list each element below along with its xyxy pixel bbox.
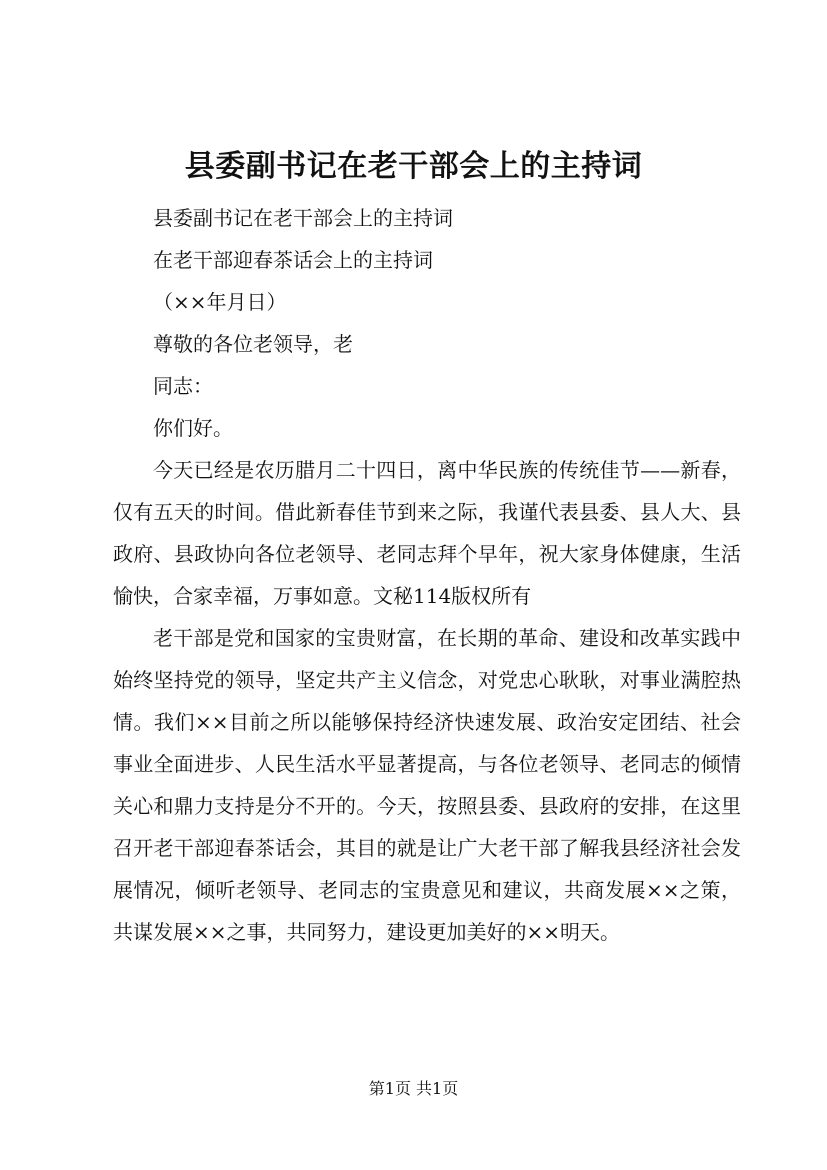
document-body bbox=[113, 197, 741, 953]
event-title: 在老干部迎春茶话会上的主持词 bbox=[153, 248, 433, 272]
greeting-line: 你们好。 bbox=[153, 416, 233, 440]
salutation-line-2: 同志： bbox=[153, 374, 213, 398]
document-title: 县委副书记在老干部会上的主持词 bbox=[184, 149, 643, 184]
paragraph-veteran-cadres: 老干部是党和国家的宝贵财富，在长期的革命、建设和改革实践中始终坚持党的领导，坚定共产主义信念，对党忠心耿耿，对事业满腔热情。我们××目前之所以能够保持经济快速发展、政治安定团结、社会事业全面进步、人民生活水平显著提高，与各位老领导、老同志的倾情关心和鼎力支持是分不开的。今天，按照县委、县政府的安排，在这里召开老干部迎春茶话会，其目的就是让广大老干部了解我县经济社会发展情况，倾听老领导、老同志的宝贵意见和建议，共商发展××之策，共谋发展××之事，共同努力，建设更加美好的××明天。 bbox=[113, 626, 741, 944]
subtitle-repeat: 县委副书记在老干部会上的主持词 bbox=[153, 206, 453, 230]
paragraph-holiday-greetings: 今天已经是农历腊月二十四日，离中华民族的传统佳节——新春，仅有五天的时间。借此新春佳节到来之际，我谨代表县委、县人大、县政府、县政协向各位老领导、老同志拜个早年，祝大家身体健康，生活愉快，合家幸福，万事如意。文秘114版权所有 bbox=[113, 458, 741, 608]
date-line: （××年月日） bbox=[153, 290, 287, 314]
page-footer: 第1页 共1页 bbox=[368, 1079, 459, 1098]
salutation-line-1: 尊敬的各位老领导，老 bbox=[153, 332, 353, 356]
